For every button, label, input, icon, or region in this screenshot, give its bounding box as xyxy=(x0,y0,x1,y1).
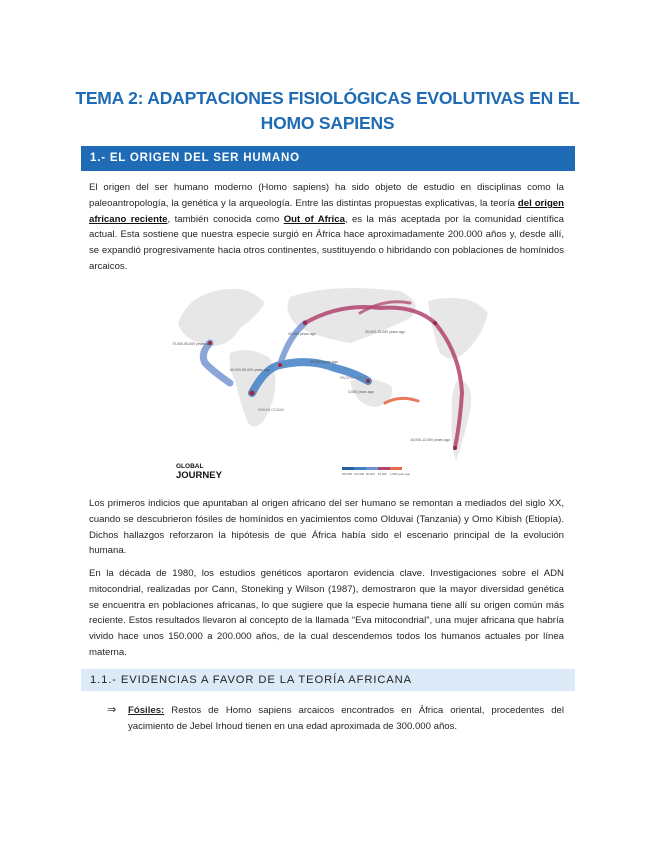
intro-text-c: , también conocida como xyxy=(167,213,284,225)
map-brand-line-1: GLOBAL xyxy=(176,463,204,470)
date-label: 40,000 years ago xyxy=(288,332,316,336)
intro-text-e: , es la más aceptada por la comunidad científica actual. Esta sostiene que nuestra especie surgió en África hace aproximadamente 200.000 años y, desde allí, se expandió progresivamente hacia otros continentes, sustituyendo o hibridando con poblaciones de homínidos arcaicos. xyxy=(89,213,564,272)
legend-label: 100,000 xyxy=(354,472,365,476)
legend-label: 50,000 xyxy=(366,472,375,476)
genetics-paragraph: En la década de 1980, los estudios genéticos aportaron evidencia clave. Investigaciones sobre el ADN mitocondrial, realizadas por Cann, Stoneking y Wilson (1987), demostraron que la mayor diversidad genética se encuentra en poblaciones africanas, lo que sugiere que la especie humana tiene allí su origen común más reciente. Estos resultados llevaron al concepto de la llamada “Eva mitocondrial”, una mujer africana que habría vivido hace unos 150.000 a 200.000 años, de la cual descendemos todos los humanos actuales por línea materna. xyxy=(89,568,564,658)
map-brand-line-2: JOURNEY xyxy=(176,470,222,481)
fossil-evidence-text: Restos de Homo sapiens arcaicos encontrados en África oriental, procedentes del yacimiento de Jebel Irhoud tienen en una edad aproximada de 300.000 años. xyxy=(128,705,564,732)
out-of-africa-term: Out of Africa xyxy=(283,213,345,225)
indian-ocean-label: INDIAN OCEAN xyxy=(258,408,284,412)
fossil-evidence-item xyxy=(128,703,564,735)
page-title xyxy=(60,86,595,136)
legend-label: 15,000 xyxy=(378,472,387,476)
theory-term: del origen africano reciente xyxy=(89,197,565,225)
date-label: 70,000-50,000 years ago xyxy=(172,342,212,346)
arrow-bullet-icon: ⇒ xyxy=(107,704,117,716)
legend-label: 1,000 years ago xyxy=(390,472,411,476)
date-label: 25,000-15,000 years ago xyxy=(365,330,405,334)
section-heading-1: 1.- EL ORIGEN DEL SER HUMANO xyxy=(81,146,575,171)
legend-label: 200,000 xyxy=(342,472,353,476)
date-label: 60,000-50,000 years ago xyxy=(230,368,270,372)
intro-paragraph xyxy=(89,180,564,275)
title-line-2: HOMO SAPIENS xyxy=(260,113,395,133)
date-label: 3,000 years ago xyxy=(348,390,374,394)
intro-text-a: El origen del ser humano moderno (Homo sapiens) ha sido objeto de estudio en disciplinas como la paleoantropología, la genética y la arqueología. Entre las distintas propuestas explicativas, la teoría xyxy=(89,182,564,209)
title-line-1: TEMA 2: ADAPTACIONES FISIOLÓGICAS EVOLUTIVAS EN EL xyxy=(75,88,580,108)
fossils-history-paragraph: Los primeros indicios que apuntaban al origen africano del ser humano se remontan a mediados del siglo XX, cuando se descubrieron fósiles de homínidos en yacimientos como Olduvai (Tanzania) y Omo Kibish (Etiopía). Dichos hallazgos reforzaron la hipótesis de que África había sido el escenario principal de la evolución humana. xyxy=(89,498,564,557)
fossil-evidence-label: Fósiles: xyxy=(128,705,165,716)
date-label: 15,000-12,000 years ago xyxy=(410,438,450,442)
date-label: 45,000 years ago xyxy=(310,360,338,364)
pacific-ocean-label: PACIFIC OCEAN xyxy=(340,376,368,380)
section-heading-1-1: 1.1.- EVIDENCIAS A FAVOR DE LA TEORÍA AFRICANA xyxy=(81,669,575,691)
migration-map xyxy=(170,283,496,483)
